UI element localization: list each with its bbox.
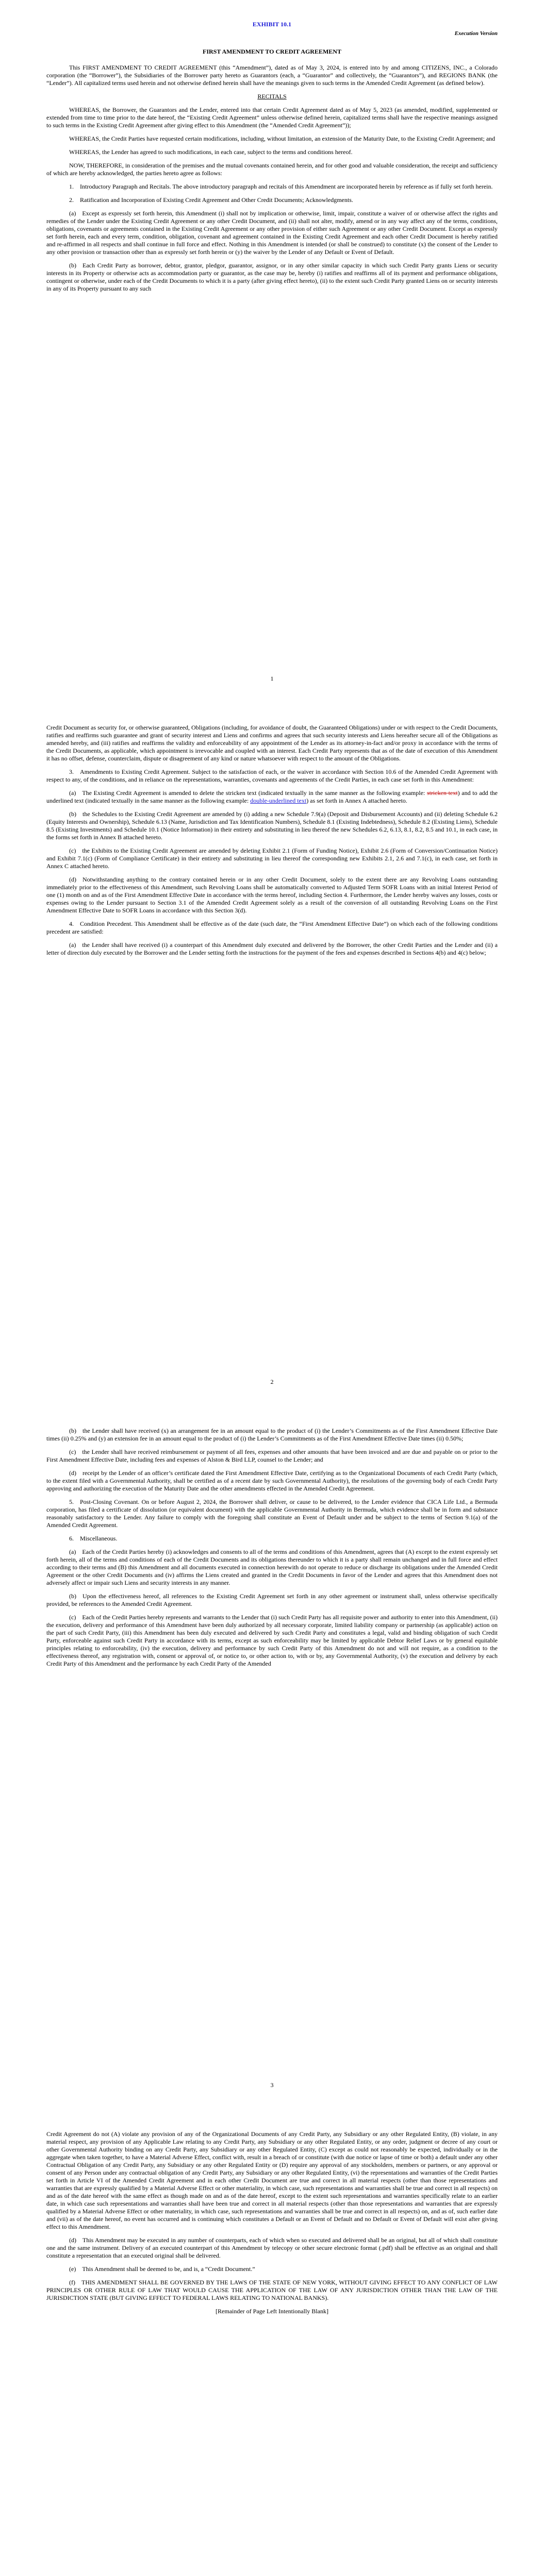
section-4c: (c) the Lender shall have received reimbursement or payment of all fees, expenses and other amounts that have been invoiced and are due and payable on or prior to the First Amendment Effective Date, including fees and expenses of Alston & Bird LLP, counsel to the Lender; and	[46, 1448, 498, 1463]
section-3a-text-pre: (a) The Existing Credit Agreement is amended to delete the stricken text (indicated textually in the same manner as the following example:	[69, 789, 427, 796]
remainder-blank-notice: [Remainder of Page Left Intentionally Blank]	[216, 2308, 328, 2315]
section-2b: (b) Each Credit Party as borrower, debtor, grantor, pledgor, guarantor, assignor, or in any other similar capacity in which such Credit Party grants Liens or security interests in its Property or otherwise acts as accommodation party or guarantor, as the case may be, hereby (i) ratifies and reaffirms all of its payment and performance obligations, contingent or otherwise, under each of the Credit Documents to which it is a party (after giving effect hereto), (ii) to the extent such Credit Party granted Liens on or security interests in any of its Property pursuant to any such	[46, 262, 498, 292]
section-3c: (c) the Exhibits to the Existing Credit Agreement are amended by deleting Exhibit 2.1 (Form of Funding Notice), Exhibit 2.6 (Form of Conversion/Continuation Notice) and Exhibit 7.1(c) (Form of Compliance Certificate) in their entirety and substituting in lieu thereof the corresponding new Exhibits 2.1, 2.6 and 7.1(c), in each case, set forth in Annex C attached hereto.	[46, 847, 498, 870]
section-4a: (a) the Lender shall have received (i) a counterpart of this Amendment duly executed and delivered by the Borrower, the other Credit Parties and the Lender and (ii) a letter of direction duly executed by the Borrower and the Lender setting forth the instructions for the payment of the fees and expenses described in Sections 4(b) and 4(c) below;	[46, 941, 498, 956]
section-1: 1. Introductory Paragraph and Recitals. The above introductory paragraph and recitals of this Amendment are incorporated herein by reference as if fully set forth herein.	[69, 183, 493, 190]
execution-version-label: Execution Version	[454, 30, 498, 37]
section-2a: (a) Except as expressly set forth herein, this Amendment (i) shall not by implication or otherwise, limit, impair, constitute a waiver of or otherwise affect the rights and remedies of the Lender under the Existing Credit Agreement or any other Credit Document, and (ii) shall not alter, modify, amend or in any way affect any of the terms, conditions, obligations, covenants or agreements contained in the Existing Credit Agreement or any other provision of either such Agreement or any other Credit Document. Except as expressly set forth herein, each and every term, condition, obligation, covenant and agreement contained in the Existing Credit Agreement and each other Credit Document is hereby ratified and re-affirmed in all respects and shall continue in full force and effect. Nothing in this Amendment is intended (or shall be construed) to constitute (x) the consent of the Lender to any other provision or transaction other than as expressly set forth herein or (y) the waiver by the Lender of any Default or Event of Default.	[46, 210, 498, 256]
section-3: 3. Amendments to Existing Credit Agreement. Subject to the satisfaction of each, or the waiver in accordance with Section 10.6 of the Amended Credit Agreement with respect to any, of the conditions, and in reliance on the representations, warranties, covenants and agreements of the Credit Parties, in each case set forth in this Amendment:	[46, 768, 498, 783]
section-4b: (b) the Lender shall have received (x) an arrangement fee in an amount equal to the product of (i) the Lender’s Commitments as of the First Amendment Effective Date times (ii) 0.25% and (y) an extension fee in an amount equal to the product of (i) the Lender’s Commitments as of the First Amendment Effective Date times (ii) 0.50%;	[46, 1427, 498, 1442]
section-2b-continued: Credit Document as security for, or otherwise guaranteed, Obligations (including, for avoidance of doubt, the Guaranteed Obligations) under or with respect to the Credit Documents, ratifies and reaffirms such guarantee and grant of security interest and Liens and confirms and agrees that such security interests and Liens hereafter secure all of the Obligations as amended hereby, and (iii) ratifies and reaffirms the validity and enforceability of any appointment of the Lender as its attorney-in-fact and/or proxy in accordance with the terms of the Credit Documents, as applicable, which appointment is irrevocable and coupled with an interest. Each Credit Party represents that as of the date of execution of this Amendment it has no offset, defense, counterclaim, dispute or disagreement of any kind or nature whatsoever with respect to the amount of the Obligations.	[46, 724, 498, 762]
section-6f: (f) THIS AMENDMENT SHALL BE GOVERNED BY THE LAWS OF THE STATE OF NEW YORK, WITHOUT GIVING EFFECT TO ANY CONFLICT OF LAW PRINCIPLES OR OTHER RULE OF LAW THAT WOULD CAUSE THE APPLICATION OF THE LAW OF ANY JURISDICTION OTHER THAN THE LAW OF THE JURISDICTION STATE (BUT GIVING EFFECT TO FEDERAL LAWS RELATING TO NATIONAL BANKS).	[46, 2279, 498, 2301]
page-number: 2	[270, 1378, 274, 1385]
section-6c-continued: Credit Agreement do not (A) violate any provision of any of the Organizational Documents of any Credit Party, any Subsidiary or any other Regulated Entity, (B) violate, in any material respect, any provision of any Applicable Law relating to any Credit Party, any Subsidiary or any other Regulated Entity, or any order, judgment or decree of any court or other Governmental Authority binding on any Credit Party, any Subsidiary or any other Regulated Entity, (C) except as could not reasonably be expected, individually or in the aggregate when taken together, to have a Material Adverse Effect, conflict with, result in a breach of or constitute (with due notice or lapse of time or both) a default under any other Contractual Obligation of any Credit Party, any Subsidiary or any other Regulated Entity or (D) require any approval of any stockholders, members or partners, or any approval or consent of any Person under any contractual obligation of any Credit Party, any Subsidiary or any other Regulated Entity, (vi) the representations and warranties of the Credit Parties set forth in Article VI of the Amended Credit Agreement and in each other Credit Document are true and correct in all material respects (other than those representations and warranties that are expressly qualified by a Material Adverse Effect or other materiality, in which case, such representations and warranties shall be true and correct in all respects) on and as of the date hereof with the same effect as though made on and as of the date hereof, except to the extent such representations and warranties specifically relate to an earlier date, in which case such representations and warranties shall have been true and correct in all material respects (other than those representations and warranties that are expressly qualified by a Material Adverse Effect or other materiality, in which case, such representations and warranties shall be true and correct in all respects) on, and as of, such earlier date and (vii) as of the date hereof, no event has occurred and is continuing which constitutes a Default or an Event of Default and no Default or Event of Default will exist after giving effect to this Amendment.	[46, 2130, 498, 2230]
intro-paragraph: This FIRST AMENDMENT TO CREDIT AGREEMENT (this “Amendment”), dated as of May 3, 2024, is entered into by and among CITIZENS, INC., a Colorado corporation (the “Borrower”), the Subsidiaries of the Borrower party hereto as Guarantors (each, a “Guarantor” and collectively, the “Guarantors”), and REGIONS BANK (the “Lender”). All capitalized terms used herein and not otherwise defined herein shall have the meanings given to such terms in the Amended Credit Agreement (as defined below).	[46, 64, 498, 87]
section-3a	[46, 789, 498, 805]
section-3a-text-post: ) as set forth in Annex A attached hereto.	[306, 797, 407, 804]
section-6e: (e) This Amendment shall be deemed to be, and is, a “Credit Document.”	[69, 2265, 255, 2273]
section-5: 5. Post-Closing Covenant. On or before August 2, 2024, the Borrower shall deliver, or cause to be delivered, to the Lender evidence that CICA Life Ltd., a Bermuda corporation, has filed a certificate of dissolution (or equivalent document) with the applicable Governmental Authority in Bermuda, which evidence shall be in form and substance reasonably satisfactory to the Lender. Any failure to comply with the foregoing shall constitute an Event of Default under and be subject to the terms of Section 9.1(a) of the Amended Credit Agreement.	[46, 1498, 498, 1529]
recital-3: WHEREAS, the Lender has agreed to such modifications, in each case, subject to the terms and conditions hereof.	[69, 148, 353, 156]
stricken-text-example: stricken text	[426, 789, 458, 796]
section-6a: (a) Each of the Credit Parties hereby (i) acknowledges and consents to all of the terms and conditions of this Amendment, agrees that (A) except to the extent expressly set forth herein, all of the terms and conditions of each of the Credit Documents and its obligations thereunder to which it is a party shall remain unchanged and in full force and effect according to their terms and (B) this Amendment and all documents executed in connection herewith do not operate to reduce or discharge its obligations under the Amended Credit Agreement or the other Credit Documents and (iv) affirms the Liens created and granted in the Credit Documents in favor of the Lender and agrees that this Amendment does not adversely affect or impair such Liens and security interests in any manner.	[46, 1548, 498, 1586]
page-number: 1	[270, 675, 274, 682]
page-4	[0, 2110, 544, 2576]
section-3d: (d) Notwithstanding anything to the contrary contained herein or in any other Credit Document, solely to the extent there are any Revolving Loans outstanding immediately prior to the effectiveness of this Amendment, such Revolving Loans shall be automatically converted to Adjusted Term SOFR Loans with an initial Interest Period of one (1) month on and as of the First Amendment Effective Date in accordance with the terms hereof, including Section 4. Furthermore, the Lender hereby waives any losses, costs or expenses owing to the Lender pursuant to Section 3.1 of the Amended Credit Agreement solely as a result of the conversion of all outstanding Revolving Loans on the First Amendment Effective Date to SOFR Loans in accordance with this Section 3(d).	[46, 876, 498, 914]
section-6: 6. Miscellaneous.	[69, 1535, 118, 1542]
page-2	[0, 703, 544, 1406]
section-6b: (b) Upon the effectiveness hereof, all references to the Existing Credit Agreement set forth in any other agreement or instrument shall, unless otherwise specifically provided, be references to the Amended Credit Agreement.	[46, 1592, 498, 1607]
section-3a-text-mid: ) and to add the underlined text (indicated textually in the same manner as the following example:	[46, 789, 498, 804]
section-4d: (d) receipt by the Lender of an officer’s certificate dated the First Amendment Effective Date, certifying as to the Organizational Documents of each Credit Party (which, to the extent filed with a Governmental Authority, shall be certified as of a recent date by such Governmental Authority), the resolutions of the governing body of each Credit Party approving and authorizing the execution of the Maturity Date and the other amendments effected in the Amended Credit Agreement.	[46, 1469, 498, 1492]
page-number: 3	[270, 2081, 274, 2089]
document-title: FIRST AMENDMENT TO CREDIT AGREEMENT	[203, 48, 341, 55]
recitals-heading: RECITALS	[257, 93, 287, 100]
recital-1: WHEREAS, the Borrower, the Guarantors and the Lender, entered into that certain Credit Agreement dated as of May 5, 2023 (as amended, modified, supplemented or extended from time to time prior to the date hereof, the “Existing Credit Agreement” unless otherwise defined herein, capitalized terms shall have the respective meanings assigned to such terms in the Existing Credit Agreement after giving effect to this Amendment (the “Amended Credit Agreement”));	[46, 106, 498, 129]
section-2: 2. Ratification and Incorporation of Existing Credit Agreement and Other Credit Documents; Acknowledgments.	[69, 196, 353, 204]
section-6c: (c) Each of the Credit Parties hereby represents and warrants to the Lender that (i) such Credit Party has all requisite power and authority to enter into this Amendment, (ii) the execution, delivery and performance of this Amendment have been duly authorized by all necessary corporate, limited liability company or partnership (as applicable) action on the part of such Credit Party, (iii) this Amendment has been duly executed and delivered by such Credit Party and constitutes a legal, valid and binding obligation of such Credit Party, enforceable against such Credit Party in accordance with its terms, except as such enforceability may be limited by applicable Debtor Relief Laws or by general equitable principles relating to enforceability, (iv) the execution, delivery and performance by such Credit Party of this Amendment do not and will not require, as a condition to the effectiveness thereof, any registration with, consent or approval of, or notice to, or other action to, with or by, any Governmental Authority, (v) the execution and delivery by each Credit Party of this Amendment and the performance by each Credit Party of the Amended	[46, 1614, 498, 1667]
now-therefore-paragraph: NOW, THEREFORE, in consideration of the premises and the mutual covenants contained herein, and for other good and valuable consideration, the receipt and sufficiency of which are hereby acknowledged, the parties hereto agree as follows:	[46, 162, 498, 177]
added-text-example: double-underlined text	[250, 797, 307, 804]
exhibit-label: EXHIBIT 10.1	[252, 21, 292, 28]
recital-2: WHEREAS, the Credit Parties have requested certain modifications, including, without limitation, an extension of the Maturity Date, to the Existing Credit Agreement; and	[69, 135, 496, 142]
page-3	[0, 1406, 544, 2110]
section-6d: (d) This Amendment may be executed in any number of counterparts, each of which when so executed and delivered shall be an original, but all of which shall constitute one and the same instrument. Delivery of an executed counterpart of this Amendment by telecopy or other secure electronic format (.pdf) shall be effective as an original and shall constitute a representation that an executed original shall be delivered.	[46, 2236, 498, 2259]
section-3b: (b) the Schedules to the Existing Credit Agreement are amended by (i) adding a new Schedule 7.9(a) (Deposit and Disbursement Accounts) and (ii) deleting Schedule 6.2 (Equity Interests and Ownership), Schedule 6.13 (Name, Jurisdiction and Tax Identification Numbers), Schedule 8.1 (Existing Indebtedness), Schedule 8.2 (Existing Liens), Schedule 8.5 (Existing Investments) and Schedule 10.1 (Notice Information) in their entirety and substituting in lieu thereof the new Schedules 6.2, 6.13, 8.1, 8.2, 8.5 and 10.1, in each case, in the forms set forth in Annex B attached hereto.	[46, 810, 498, 841]
section-4: 4. Condition Precedent. This Amendment shall be effective as of the date (such date, the “First Amendment Effective Date”) on which each of the following conditions precedent are satisfied:	[46, 920, 498, 935]
page-1	[0, 0, 544, 703]
